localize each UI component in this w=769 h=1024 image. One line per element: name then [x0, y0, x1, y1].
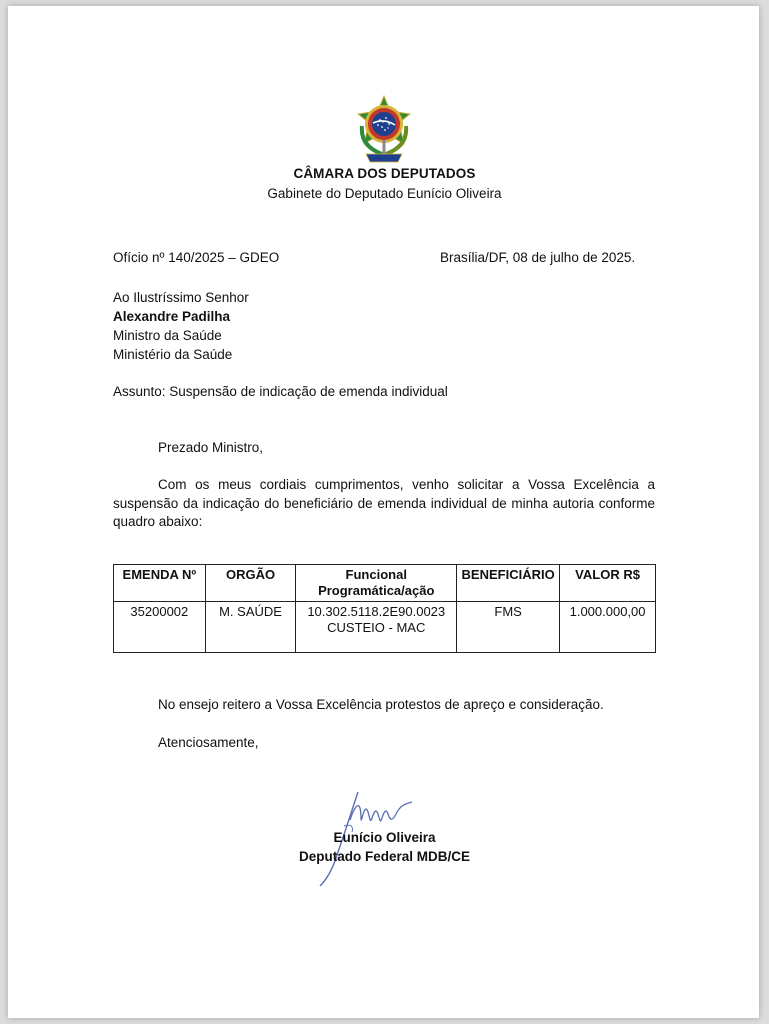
- col-header-funcional-line1: Funcional: [345, 567, 407, 582]
- signer-name: Eunício Oliveira: [333, 830, 436, 845]
- recipient-role: Ministro da Saúde: [113, 328, 222, 343]
- closing-line: No ensejo reitero a Vossa Excelência protestos de apreço e consideração.: [158, 697, 604, 712]
- recipient-name: Alexandre Padilha: [113, 309, 231, 324]
- table-row: [114, 602, 656, 653]
- place-date: Brasília/DF, 08 de julho de 2025.: [440, 250, 636, 265]
- sign-off: Atenciosamente,: [158, 735, 259, 750]
- cell-emenda: 35200002: [114, 602, 206, 653]
- col-header-funcional-line2: Programática/ação: [318, 583, 435, 598]
- col-header-beneficiario: BENEFICIÁRIO: [457, 565, 560, 602]
- col-header-orgao: ORGÃO: [205, 565, 296, 602]
- greeting: Prezado Ministro,: [158, 440, 264, 455]
- col-header-funcional: [296, 565, 457, 602]
- cell-funcional-code: 10.302.5118.2E90.0023: [307, 604, 446, 619]
- letter-reference: Ofício nº 140/2025 – GDEO: [113, 250, 280, 265]
- brazil-coat-of-arms-icon: [352, 94, 416, 166]
- cell-beneficiario: FMS: [457, 602, 560, 653]
- letter-body: [113, 476, 655, 532]
- recipient-salutation: Ao Ilustríssimo Senhor: [113, 290, 249, 305]
- org-subtitle: Gabinete do Deputado Eunício Oliveira: [267, 186, 502, 201]
- letter-body-text: Com os meus cordiais cumprimentos, venho solicitar a Vossa Excelência a suspensão da indicação do beneficiário de emenda individual de minha autoria conforme quadro abaixo:: [113, 477, 655, 529]
- org-title: CÂMARA DOS DEPUTADOS: [293, 166, 476, 181]
- signer-role: Deputado Federal MDB/CE: [298, 849, 471, 864]
- col-header-valor: VALOR R$: [560, 565, 656, 602]
- col-header-emenda: EMENDA Nº: [114, 565, 206, 602]
- subject-line: Assunto: Suspensão de indicação de emenda individual: [113, 384, 448, 399]
- table-header-row: [114, 565, 656, 602]
- cell-orgao: M. SAÚDE: [205, 602, 296, 653]
- amendment-table: [113, 564, 656, 653]
- cell-funcional-action: CUSTEIO - MAC: [327, 620, 426, 635]
- cell-funcional: [296, 602, 457, 653]
- cell-valor: 1.000.000,00: [560, 602, 656, 653]
- recipient-ministry: Ministério da Saúde: [113, 347, 233, 362]
